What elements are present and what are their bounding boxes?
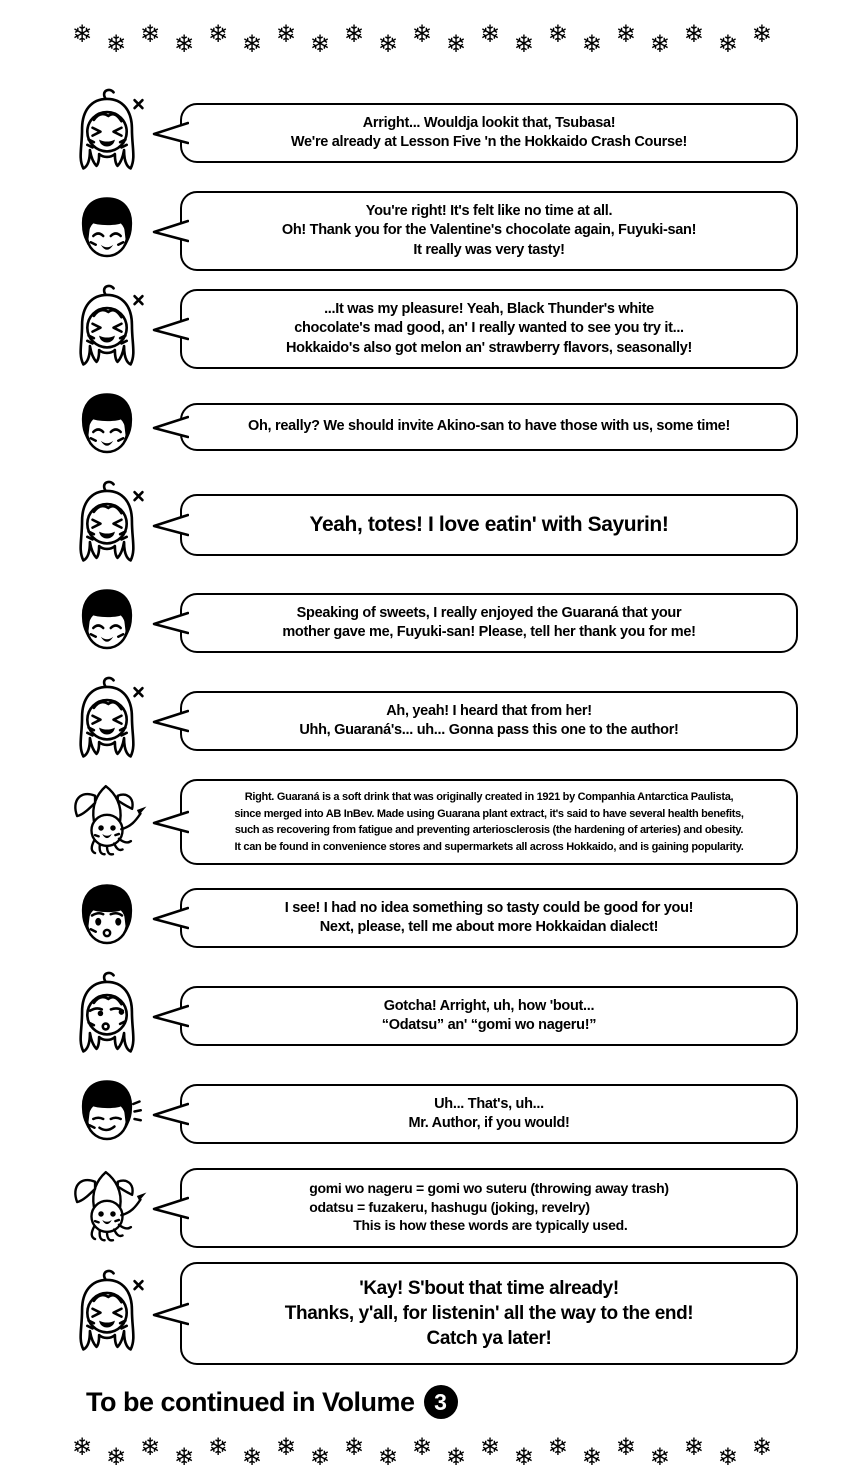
snowflake-icon: ❄ bbox=[139, 1433, 161, 1462]
bubble-text-line: You're right! It's felt like no time at all. bbox=[365, 203, 613, 220]
dialogue-row bbox=[64, 1262, 798, 1365]
bubble-tail bbox=[151, 1300, 189, 1328]
snowflake-icon: ❄ bbox=[615, 1433, 636, 1462]
dialogue-row bbox=[64, 284, 798, 374]
bubble-tail bbox=[151, 904, 189, 932]
snowflake-icon: ❄ bbox=[513, 30, 534, 58]
bubble-tail bbox=[151, 119, 189, 147]
dialogue-row bbox=[64, 191, 798, 271]
bubble-text-line: since merged into AB InBev. Made using Guarana plant extract, it's said to have several health benefits, bbox=[234, 807, 744, 820]
girl-laughing-avatar-icon bbox=[64, 284, 150, 374]
bubble-text-line: It really was very tasty! bbox=[413, 241, 565, 258]
girl-laughing-avatar-icon bbox=[64, 88, 150, 178]
bubble-text-line: ...It was my pleasure! Yeah, Black Thunder's white bbox=[324, 301, 654, 318]
speech-bubble bbox=[180, 593, 798, 653]
bubble-text-line: Hokkaido's also got melon an' strawberry flavors, seasonally! bbox=[285, 339, 693, 356]
snowflake-icon: ❄ bbox=[513, 1443, 534, 1472]
bubble-text-line: such as recovering from fatigue and preventing arteriosclerosis (the hardening of arteries) and obesity. bbox=[234, 824, 744, 836]
snowflake-icon: ❄ bbox=[309, 30, 330, 58]
boy-flustered-avatar-icon bbox=[64, 1074, 150, 1154]
bubble-tail bbox=[151, 1002, 189, 1030]
speech-bubble bbox=[180, 888, 798, 948]
snowflake-icon: ❄ bbox=[343, 20, 364, 48]
bubble-text-line: Ah, yeah! I heard that from her! bbox=[386, 702, 592, 719]
bubble-text-line: Arright... Wouldja lookit that, Tsubasa! bbox=[362, 114, 616, 131]
dialogue-row bbox=[64, 1074, 798, 1154]
snowflake-icon: ❄ bbox=[581, 30, 602, 58]
dialogue-row bbox=[64, 583, 798, 663]
snowflake-icon: ❄ bbox=[72, 20, 93, 48]
girl-laughing-avatar-icon bbox=[64, 1269, 150, 1359]
bubble-text-line: Gotcha! Arright, uh, how 'bout... bbox=[383, 997, 595, 1014]
bubble-tail bbox=[151, 707, 189, 735]
snowflake-icon: ❄ bbox=[547, 1433, 568, 1462]
girl-laughing-avatar-icon bbox=[64, 480, 150, 570]
snowflake-icon: ❄ bbox=[683, 1433, 704, 1462]
bubble-tail bbox=[151, 808, 189, 836]
snowflake-icon: ❄ bbox=[72, 1433, 93, 1462]
dialogue-row bbox=[64, 779, 798, 865]
dialogue-row bbox=[64, 387, 798, 467]
bubble-text-line: This is how these words are typically used. bbox=[353, 1217, 628, 1234]
snowflake-icon: ❄ bbox=[445, 1443, 466, 1472]
snowflake-icon: ❄ bbox=[105, 30, 127, 58]
snowflake-icon: ❄ bbox=[343, 1433, 364, 1462]
snowflake-icon: ❄ bbox=[173, 30, 195, 58]
snowflake-icon: ❄ bbox=[479, 20, 500, 48]
speech-bubble bbox=[180, 1168, 798, 1247]
girl-sideglance-avatar-icon bbox=[64, 971, 150, 1061]
bubble-text-line: I see! I had no idea something so tasty could be good for you! bbox=[284, 899, 694, 916]
snowflake-icon: ❄ bbox=[207, 20, 229, 48]
bubble-text-line: Catch ya later! bbox=[426, 1328, 552, 1350]
snowflake-icon: ❄ bbox=[717, 1443, 738, 1472]
bubble-text-line: Next, please, tell me about more Hokkaidan dialect! bbox=[319, 919, 659, 935]
bubble-tail bbox=[151, 1100, 189, 1128]
snowflake-row bbox=[0, 1435, 844, 1479]
bubble-text-line: Mr. Author, if you would! bbox=[408, 1115, 570, 1131]
speech-bubble bbox=[180, 691, 798, 751]
dialogue-row bbox=[64, 88, 798, 178]
speech-bubble bbox=[180, 1262, 798, 1365]
speech-bubble bbox=[180, 779, 798, 865]
snowflake-icon: ❄ bbox=[649, 1443, 670, 1472]
dialogue-row bbox=[64, 676, 798, 766]
bubble-text-line: mother gave me, Fuyuki-san! Please, tell her thank you for me! bbox=[282, 624, 696, 640]
snowflake-icon: ❄ bbox=[445, 30, 466, 58]
bubble-tail bbox=[151, 511, 189, 539]
squid-author-avatar-icon bbox=[64, 781, 150, 863]
snowflake-icon: ❄ bbox=[207, 1433, 229, 1462]
snowflake-icon: ❄ bbox=[105, 1443, 127, 1472]
snowflake-icon: ❄ bbox=[615, 20, 636, 48]
snowflake-icon: ❄ bbox=[241, 1443, 263, 1472]
bubble-tail bbox=[151, 315, 189, 343]
boy-curious-avatar-icon bbox=[64, 878, 150, 958]
squid-author-avatar-icon bbox=[64, 1167, 150, 1249]
snowflake-icon: ❄ bbox=[649, 30, 670, 58]
bubble-tail bbox=[151, 609, 189, 637]
speech-bubble bbox=[180, 289, 798, 368]
boy-smiling-avatar-icon bbox=[64, 583, 150, 663]
snowflake-icon: ❄ bbox=[309, 1443, 330, 1472]
bubble-text-line: It can be found in convenience stores and supermarkets all across Hokkaido, and is gaining popularity. bbox=[234, 840, 744, 853]
bubble-text-line: Speaking of sweets, I really enjoyed the Guaraná that your bbox=[296, 604, 682, 621]
bubble-tail bbox=[151, 413, 189, 441]
dialogue-row bbox=[64, 878, 798, 958]
snowflake-icon: ❄ bbox=[581, 1443, 602, 1472]
bubble-text-line: Uhh, Guaraná's... uh... Gonna pass this one to the author! bbox=[299, 722, 679, 738]
dialogue-row bbox=[64, 1167, 798, 1249]
bubble-text-line: Uh... That's, uh... bbox=[434, 1095, 544, 1112]
bubble-text-line: Thanks, y'all, for listenin' all the way to the end! bbox=[284, 1303, 694, 1325]
snowflake-icon: ❄ bbox=[377, 30, 398, 58]
snowflake-icon: ❄ bbox=[683, 20, 704, 48]
snowflake-icon: ❄ bbox=[411, 20, 432, 48]
snowflake-icon: ❄ bbox=[275, 20, 297, 48]
snowflake-icon: ❄ bbox=[173, 1443, 195, 1472]
bubble-text-line: chocolate's mad good, an' I really wanted to see you try it... bbox=[294, 320, 684, 337]
volume-number-badge: 3 bbox=[424, 1385, 458, 1419]
speech-bubble bbox=[180, 403, 798, 450]
bubble-text-line: Oh! Thank you for the Valentine's chocolate again, Fuyuki-san! bbox=[281, 222, 697, 239]
definitions-block bbox=[309, 1179, 668, 1234]
speech-bubble bbox=[180, 103, 798, 163]
snowflake-icon: ❄ bbox=[479, 1433, 500, 1462]
snowflake-icon: ❄ bbox=[377, 1443, 398, 1472]
bubble-text-line: gomi wo nageru = gomi wo suteru (throwing away trash) bbox=[309, 1180, 669, 1197]
snowflake-icon: ❄ bbox=[547, 20, 568, 48]
snowflake-icon: ❄ bbox=[751, 20, 772, 48]
boy-smiling-avatar-icon bbox=[64, 191, 150, 271]
bubble-text-line: We're already at Lesson Five 'n the Hokkaido Crash Course! bbox=[290, 134, 688, 150]
dialogue-row bbox=[64, 971, 798, 1061]
speech-bubble bbox=[180, 1084, 798, 1144]
snowflake-icon: ❄ bbox=[411, 1433, 432, 1462]
to-be-continued-footer bbox=[0, 1385, 844, 1419]
to-be-continued-label: To be continued in Volume bbox=[86, 1386, 415, 1417]
bubble-text-line: odatsu = fuzakeru, hashugu (joking, revelry) bbox=[309, 1198, 590, 1215]
bubble-text-line: 'Kay! S'bout that time already! bbox=[359, 1278, 619, 1299]
boy-smiling-avatar-icon bbox=[64, 387, 150, 467]
dialogue-column bbox=[0, 88, 844, 1365]
bubble-tail bbox=[151, 217, 189, 245]
snowflake-icon: ❄ bbox=[139, 20, 161, 48]
speech-bubble bbox=[180, 494, 798, 556]
speech-bubble bbox=[180, 986, 798, 1046]
bubble-text-line: “Odatsu” an' “gomi wo nageru!” bbox=[381, 1017, 597, 1033]
dialogue-row bbox=[64, 480, 798, 570]
snowflake-icon: ❄ bbox=[275, 1433, 297, 1462]
snowflake-row bbox=[0, 0, 844, 66]
speech-bubble bbox=[180, 191, 798, 270]
bubble-text-line: Oh, really? We should invite Akino-san to have those with us, some time! bbox=[248, 418, 730, 435]
snowflake-icon: ❄ bbox=[751, 1433, 772, 1462]
bubble-text-line: Yeah, totes! I love eatin' with Sayurin! bbox=[309, 513, 669, 537]
snowflake-icon: ❄ bbox=[241, 30, 263, 58]
snowflake-icon: ❄ bbox=[717, 30, 738, 58]
bubble-tail bbox=[151, 1194, 189, 1222]
bubble-text-line: Right. Guaraná is a soft drink that was originally created in 1921 by Companhia Antarctica Paulista, bbox=[244, 791, 734, 803]
girl-laughing-avatar-icon bbox=[64, 676, 150, 766]
